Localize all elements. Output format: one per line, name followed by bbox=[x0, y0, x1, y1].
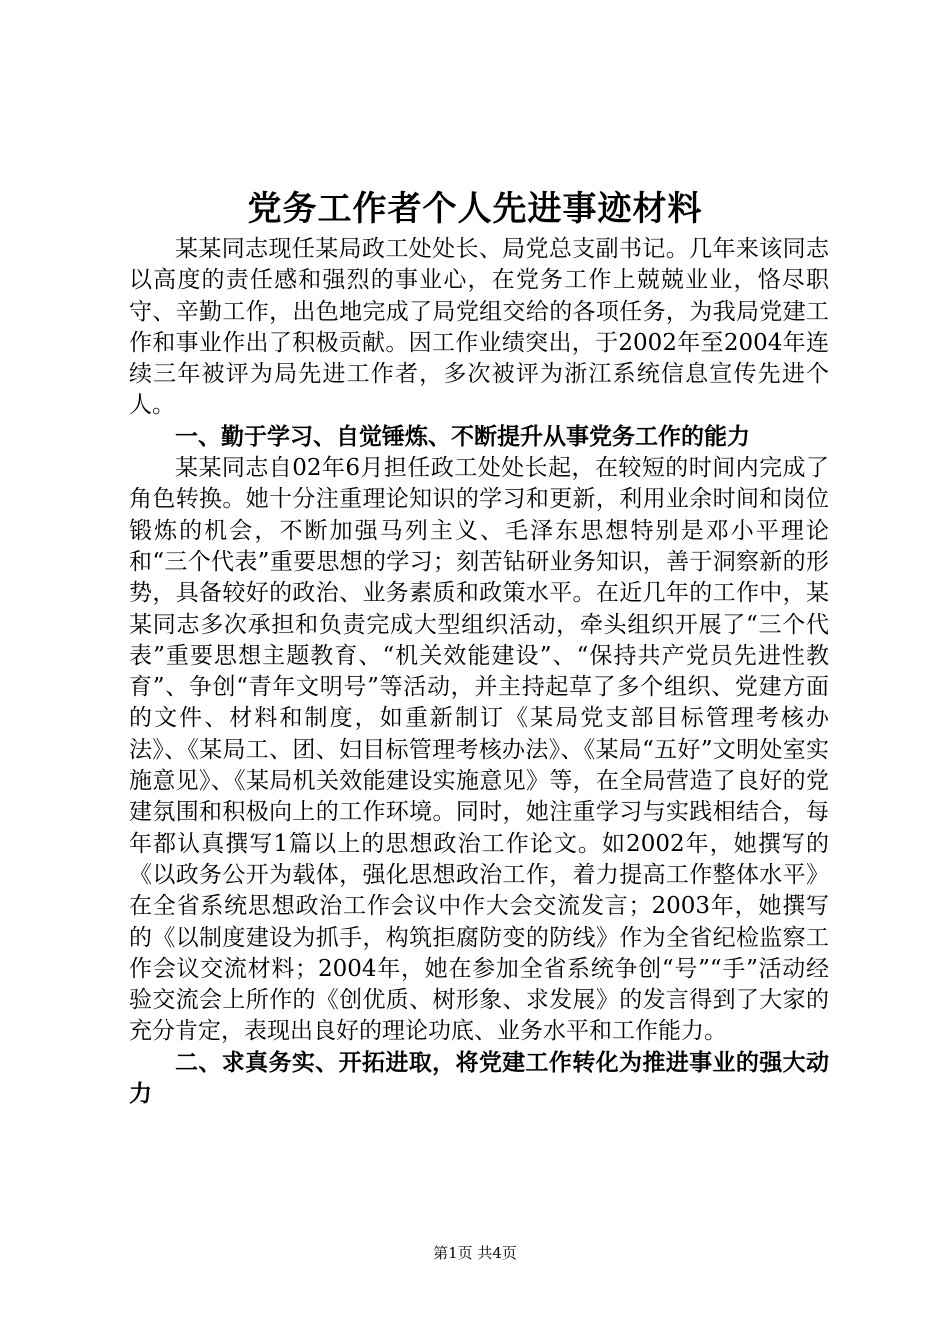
section-heading-2: 二、求真务实、开拓进取，将党建工作转化为推进事业的强大动力 bbox=[129, 1049, 829, 1108]
section-1-paragraph: 某某同志自02年6月担任政工处处长起，在较短的时间内完成了角色转换。她十分注重理论知识的学习和更新，利用业余时间和岗位锻炼的机会，不断加强马列主义、毛泽东思想特别是邓小平理论和“三个代表”重要思想的学习；刻苦钻研业务知识，善于洞察新的形势，具备较好的政治、业务素质和政策水平。在近几年的工作中，某某同志多次承担和负责完成大型组织活动，牵头组织开展了“三个代表”重要思想主题教育、“机关效能建设”、“保持共产党员先进性教育”、争创“青年文明号”等活动，并主持起草了多个组织、党建方面的文件、材料和制度，如重新制订《某局党支部目标管理考核办法》、《某局工、团、妇目标管理考核办法》、《某局“五好”文明处室实施意见》、《某局机关效能建设实施意见》等，在全局营造了良好的党建氛围和积极向上的工作环境。同时，她注重学习与实践相结合，每年都认真撰写1篇以上的思想政治工作论文。如2002年，她撰写的《以政务公开为载体，强化思想政治工作，着力提高工作整体水平》在全省系统思想政治工作会议中作大会交流发言；2003年，她撰写的《以制度建设为抓手，构筑拒腐防变的防线》作为全省纪检监察工作会议交流材料；2004年，她在参加全省系统争创“号”“手”活动经验交流会上所作的《创优质、树形象、求发展》的发言得到了大家的充分肯定，表现出良好的理论功底、业务水平和工作能力。 bbox=[129, 455, 829, 1045]
document-body bbox=[129, 234, 829, 1110]
document-title: 党务工作者个人先进事迹材料 bbox=[247, 189, 703, 229]
section-heading-1: 一、勤于学习、自觉锤炼、不断提升从事党务工作的能力 bbox=[175, 423, 750, 450]
page-number-footer: 第1页 共4页 bbox=[433, 1244, 517, 1262]
intro-paragraph: 某某同志现任某局政工处处长、局党总支副书记。几年来该同志以高度的责任感和强烈的事业心，在党务工作上兢兢业业，恪尽职守、辛勤工作，出色地完成了局党组交给的各项任务，为我局党建工作和事业作出了积极贡献。因工作业绩突出，于2002年至2004年连续三年被评为局先进工作者，多次被评为浙江系统信息宣传先进个人。 bbox=[129, 236, 829, 419]
